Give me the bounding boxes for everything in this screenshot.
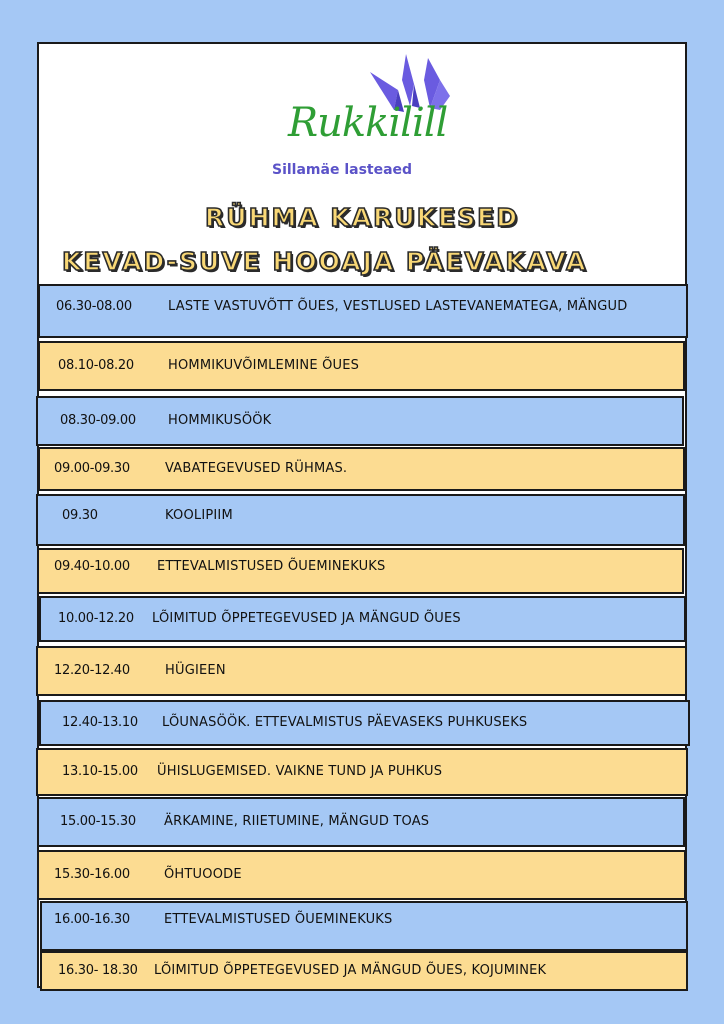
schedule-time: 15.00-15.30 [60, 814, 136, 829]
schedule-row [39, 596, 686, 642]
schedule-time: 16.30- 18.30 [58, 963, 138, 978]
schedule-row [36, 494, 685, 546]
schedule-activity: ETTEVALMISTUSED ÕUEMINEKUKS [164, 912, 393, 927]
schedule-activity: ÕHTUOODE [164, 867, 242, 882]
schedule-activity: HOMMIKUVÕIMLEMINE ÕUES [168, 358, 360, 373]
schedule-time: 09.30 [62, 508, 98, 523]
schedule-activity: ETTEVALMISTUSED ÕUEMINEKUKS [157, 559, 386, 574]
schedule-time: 10.00-12.20 [58, 611, 134, 626]
schedule-activity: HOMMIKUSÖÖK [168, 413, 272, 428]
schedule-activity: LASTE VASTUVÕTT ÕUES, VESTLUSED LASTEVANEMATEGA, MÄNGUD [168, 299, 628, 314]
schedule-activity: LÕIMITUD ÕPPETEGEVUSED JA MÄNGUD ÕUES [152, 611, 461, 626]
schedule-activity: ÜHISLUGEMISED. VAIKNE TUND JA PUHKUS [157, 764, 443, 779]
page-title-season: KEVAD-SUVE HOOAJA PÄEVAKAVA [62, 247, 588, 276]
schedule-activity: LÕIMITUD ÕPPETEGEVUSED JA MÄNGUD ÕUES, KOJUMINEK [154, 963, 547, 978]
schedule-row [36, 396, 684, 446]
schedule-row [36, 646, 687, 696]
schedule-row [38, 341, 685, 391]
schedule-activity: ÄRKAMINE, RIIETUMINE, MÄNGUD TOAS [164, 814, 430, 829]
schedule-row [40, 951, 688, 991]
page-title-group: RÜHMA KARUKESED [205, 203, 519, 232]
schedule-time: 08.30-09.00 [60, 413, 136, 428]
schedule-time: 13.10-15.00 [62, 764, 138, 779]
schedule-time: 08.10-08.20 [58, 358, 134, 373]
schedule-row [39, 700, 690, 746]
schedule-time: 09.00-09.30 [54, 461, 130, 476]
schedule-time: 12.20-12.40 [54, 663, 130, 678]
schedule-time: 12.40-13.10 [62, 715, 138, 730]
schedule-time: 09.40-10.00 [54, 559, 130, 574]
schedule-row [37, 850, 686, 900]
schedule-time: 06.30-08.00 [56, 299, 132, 314]
schedule-time: 16.00-16.30 [54, 912, 130, 927]
schedule-activity: HÜGIEEN [165, 663, 226, 678]
schedule-activity: KOOLIPIIM [165, 508, 233, 523]
schedule-row [40, 901, 688, 951]
schedule-row [36, 748, 688, 796]
schedule-row [38, 284, 688, 338]
logo [0, 0, 724, 200]
schedule-activity: LÕUNASÖÖK. ETTEVALMISTUS PÄEVASEKS PUHKUSEKS [162, 715, 528, 730]
logo-brand-text: Rukkilill [288, 100, 448, 146]
schedule-row [37, 797, 685, 847]
schedule-row [38, 447, 685, 491]
schedule-time: 15.30-16.00 [54, 867, 130, 882]
schedule-row [37, 548, 684, 594]
schedule-activity: VABATEGEVUSED RÜHMAS. [165, 461, 348, 476]
logo-subtitle: Sillamäe lasteaed [272, 162, 413, 178]
